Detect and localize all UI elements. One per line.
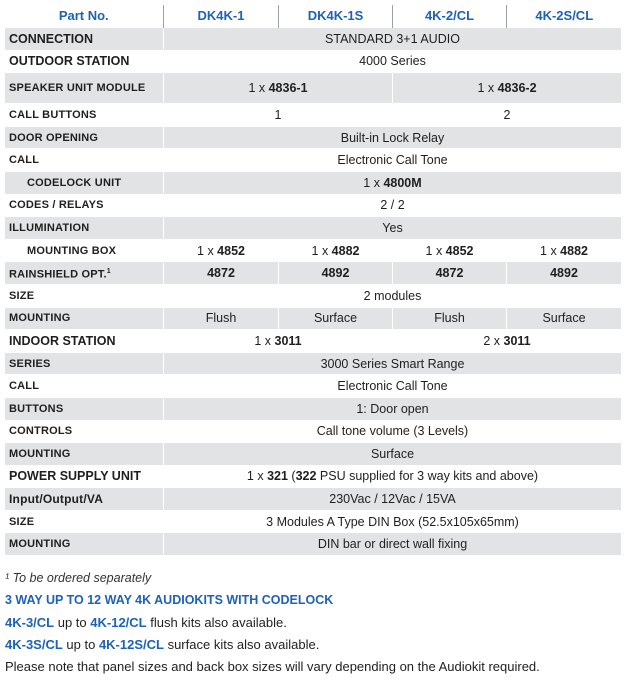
row-value (164, 73, 393, 104)
qty-prefix: 1 x (477, 81, 498, 96)
row-illumination (5, 217, 622, 240)
row-size2 (5, 510, 622, 533)
col-header-3: 4K-2/CL (393, 5, 507, 28)
row-value (393, 330, 622, 353)
row-label: SPEAKER UNIT MODULE (5, 73, 164, 104)
row-mounting2 (5, 443, 622, 466)
part-code: 322 (295, 469, 317, 484)
row-value: 4872 (164, 262, 279, 285)
row-buttons (5, 397, 622, 420)
row-value (279, 239, 393, 262)
qty-prefix: 1 x (197, 243, 218, 258)
row-value: Electronic Call Tone (164, 149, 622, 172)
col-header-4: 4K-2S/CL (507, 5, 622, 28)
row-value: 1: Door open (164, 397, 622, 420)
spec-table (4, 5, 622, 556)
kit-code: 4K-12S/CL (98, 636, 164, 652)
row-mounting (5, 307, 622, 330)
row-connection (5, 28, 622, 51)
row-value: Electronic Call Tone (164, 375, 622, 398)
row-call (5, 149, 622, 172)
row-label: MOUNTING BOX (5, 239, 164, 262)
footnote-marker: 1 (106, 267, 111, 275)
part-code: 4836-1 (268, 81, 308, 96)
part-code: 4836-2 (497, 81, 537, 96)
row-mounting-box (5, 239, 622, 262)
qty-prefix: 1 x (311, 243, 332, 258)
row-label: CONNECTION (5, 28, 164, 51)
part-code: 4882 (331, 243, 360, 258)
row-label: CALL BUTTONS (5, 104, 164, 127)
row-value: Surface (507, 307, 622, 330)
row-label: DOOR OPENING (5, 126, 164, 149)
row-value: Call tone volume (3 Levels) (164, 420, 622, 443)
header-row (5, 5, 622, 28)
part-code: 3011 (503, 333, 531, 348)
row-door-opening (5, 126, 622, 149)
row-value: 4892 (507, 262, 622, 285)
row-value (393, 73, 622, 104)
row-value (164, 239, 279, 262)
row-controls (5, 420, 622, 443)
row-value: Yes (164, 217, 622, 240)
row-label: MOUNTING (5, 443, 164, 466)
kit-code: 4K-12/CL (90, 614, 147, 630)
row-value: 4872 (393, 262, 507, 285)
part-code: 4800M (383, 175, 422, 190)
row-label: MOUNTING (5, 533, 164, 556)
psu-text: ( (287, 469, 296, 484)
row-codes (5, 194, 622, 217)
row-value: 3 Modules A Type DIN Box (52.5x105x65mm) (164, 510, 622, 533)
row-call2 (5, 375, 622, 398)
row-value: 2 / 2 (164, 194, 622, 217)
row-label (5, 262, 164, 285)
qty-prefix: 2 x (483, 333, 504, 348)
row-label: MOUNTING (5, 307, 164, 330)
part-no-header: Part No. (5, 5, 164, 28)
row-value: 3000 Series Smart Range (164, 352, 622, 375)
row-io (5, 488, 622, 511)
row-value: Flush (393, 307, 507, 330)
row-label: CODELOCK UNIT (5, 171, 164, 194)
row-value (507, 239, 622, 262)
row-value: Built-in Lock Relay (164, 126, 622, 149)
notes-heading: 3 WAY UP TO 12 WAY 4K AUDIOKITS WITH CODELOCK (5, 593, 334, 608)
row-codelock (5, 171, 622, 194)
psu-text: PSU supplied for 3 way kits and above) (316, 469, 539, 484)
row-value: 230Vac / 12Vac / 15VA (164, 488, 622, 511)
row-label: BUTTONS (5, 397, 164, 420)
part-code: 321 (267, 469, 288, 484)
rainshield-label: RAINSHIELD OPT. (9, 268, 107, 281)
kit-code: 4K-3/CL (5, 614, 55, 630)
row-mounting3 (5, 533, 622, 556)
part-code: 4882 (560, 243, 588, 258)
qty-prefix: 1 x (254, 333, 275, 348)
row-value: 2 modules (164, 284, 622, 307)
notes-line-surface (5, 634, 623, 656)
row-label: ILLUMINATION (5, 217, 164, 240)
row-value: Surface (164, 443, 622, 466)
notes-text: up to (54, 614, 91, 630)
kit-code: 4K-3S/CL (5, 636, 63, 652)
row-value: Surface (279, 307, 393, 330)
notes-section (5, 567, 623, 678)
row-label: CONTROLS (5, 420, 164, 443)
row-value: 2 (393, 104, 622, 127)
row-value (164, 171, 622, 194)
row-label: POWER SUPPLY UNIT (5, 465, 164, 488)
row-value: 4892 (279, 262, 393, 285)
row-outdoor (5, 50, 622, 73)
row-label: CODES / RELAYS (5, 194, 164, 217)
notes-text: flush kits also available. (146, 614, 287, 630)
row-label: Input/Output/VA (5, 488, 164, 511)
row-label: SERIES (5, 352, 164, 375)
row-label: CALL (5, 375, 164, 398)
notes-line-panel: Please note that panel sizes and back box sizes will vary depending on the Audiokit required. (5, 659, 540, 675)
row-series (5, 352, 622, 375)
qty-prefix: 1 x (540, 243, 561, 258)
row-value (393, 239, 507, 262)
notes-line-flush (5, 612, 623, 634)
row-indoor (5, 330, 622, 353)
qty-prefix: 1 x (425, 243, 446, 258)
row-speaker (5, 73, 622, 104)
row-rainshield (5, 262, 622, 285)
row-value: Flush (164, 307, 279, 330)
qty-prefix: 1 x (246, 469, 268, 484)
col-header-2: DK4K-1S (279, 5, 393, 28)
footnote: ¹ To be ordered separately (5, 571, 152, 585)
col-header-1: DK4K-1 (164, 5, 279, 28)
qty-prefix: 1 x (363, 175, 384, 190)
part-code: 3011 (274, 333, 302, 348)
row-value (164, 465, 622, 488)
row-value: STANDARD 3+1 AUDIO (164, 28, 622, 51)
part-code: 4852 (445, 243, 474, 258)
notes-text: surface kits also available. (163, 636, 320, 652)
row-label: INDOOR STATION (5, 330, 164, 353)
row-call-buttons (5, 104, 622, 127)
row-value (164, 330, 393, 353)
row-label: OUTDOOR STATION (5, 50, 164, 73)
row-size (5, 284, 622, 307)
row-psu (5, 465, 622, 488)
row-value: 4000 Series (164, 50, 622, 73)
row-label: CALL (5, 149, 164, 172)
row-value: DIN bar or direct wall fixing (164, 533, 622, 556)
row-label: SIZE (5, 284, 164, 307)
qty-prefix: 1 x (248, 81, 269, 96)
part-code: 4852 (217, 243, 245, 258)
row-label: SIZE (5, 510, 164, 533)
notes-text: up to (62, 636, 99, 652)
row-value: 1 (164, 104, 393, 127)
